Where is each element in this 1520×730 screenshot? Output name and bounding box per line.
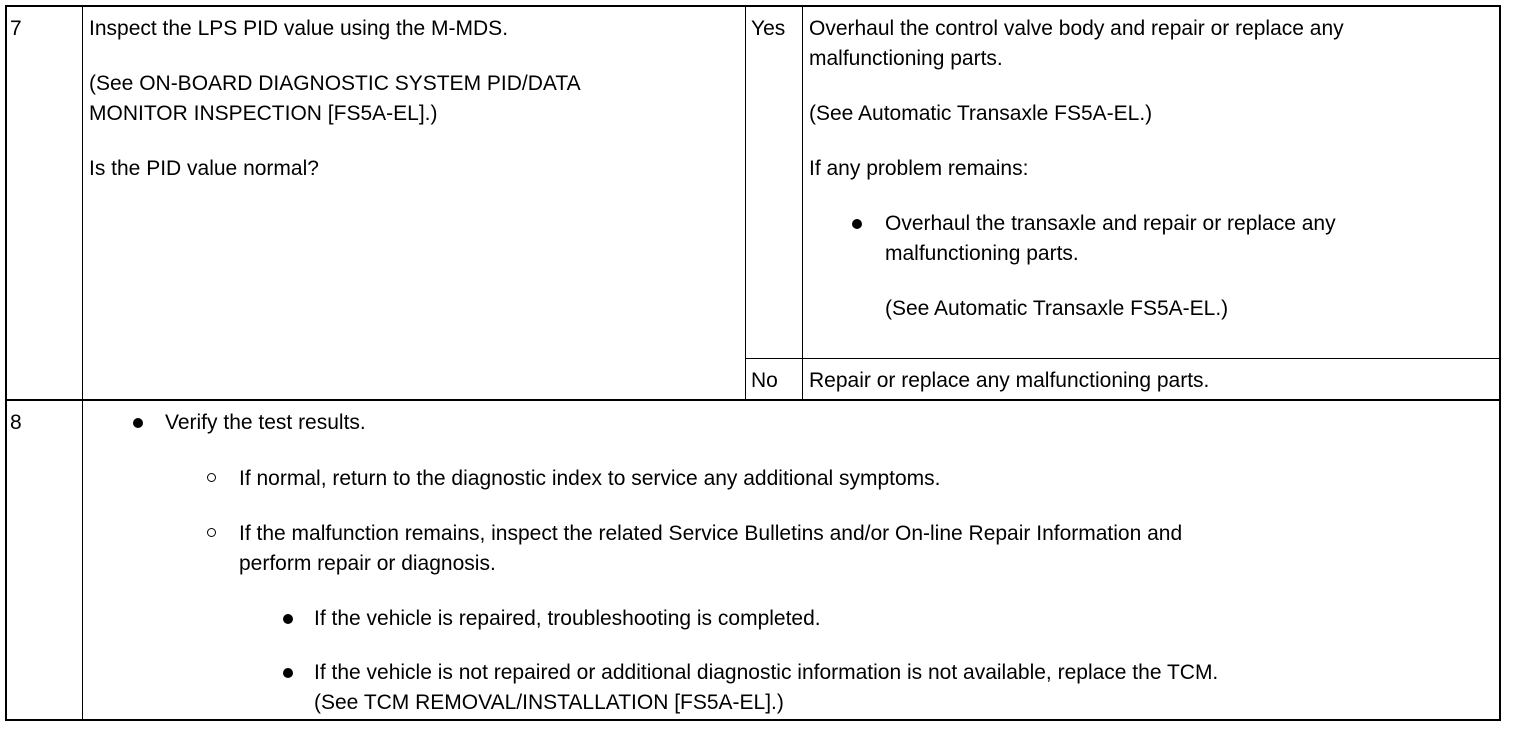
yes-action-reference: (See Automatic Transaxle FS5A-EL.) xyxy=(809,102,1153,125)
yes-action-line2: malfunctioning parts. xyxy=(809,47,1003,70)
bullet-icon xyxy=(283,668,293,678)
bullet-icon xyxy=(133,418,143,428)
step8-subsub-bullet-2-line1: If the vehicle is not repaired or additional diagnostic information is not available, replace the TCM. xyxy=(314,661,1219,684)
step8-sub-bullet-1: If normal, return to the diagnostic index to service any additional symptoms. xyxy=(239,467,941,490)
step8-sub-bullet-2-line1: If the malfunction remains, inspect the related Service Bulletins and/or On-line Repair Information and xyxy=(239,522,1183,545)
yes-bullet-line1: Overhaul the transaxle and repair or replace any xyxy=(885,212,1336,235)
circle-bullet-icon xyxy=(207,528,216,537)
step7-see-reference: (See ON-BOARD DIAGNOSTIC SYSTEM PID/DATA xyxy=(89,72,581,95)
bullet-icon xyxy=(283,614,293,624)
step7-question-normal: Is the PID value normal? xyxy=(89,157,319,180)
step8-subsub-bullet-2-reference: (See TCM REMOVAL/INSTALLATION [FS5A-EL].) xyxy=(314,691,784,714)
col-divider-answer xyxy=(745,6,746,400)
yes-bullet-reference: (See Automatic Transaxle FS5A-EL.) xyxy=(885,297,1229,320)
bullet-icon xyxy=(852,219,862,229)
step-number-7: 7 xyxy=(10,17,22,40)
step7-see-reference-cont: MONITOR INSPECTION [FS5A-EL].) xyxy=(89,102,438,125)
col-divider-step xyxy=(82,6,83,720)
row-divider-yes-no xyxy=(745,358,1501,359)
answer-yes-label: Yes xyxy=(751,17,786,40)
col-divider-action xyxy=(802,6,803,400)
step8-subsub-bullet-1: If the vehicle is repaired, troubleshooting is completed. xyxy=(314,607,821,630)
yes-bullet-line2: malfunctioning parts. xyxy=(885,242,1079,265)
answer-no-label: No xyxy=(751,369,778,392)
no-action: Repair or replace any malfunctioning parts. xyxy=(809,369,1210,392)
step7-question: Inspect the LPS PID value using the M-MDS. xyxy=(89,17,509,40)
step8-main-bullet: Verify the test results. xyxy=(165,411,366,434)
step-number-8: 8 xyxy=(10,411,22,434)
circle-bullet-icon xyxy=(207,473,216,482)
yes-action-if-remains: If any problem remains: xyxy=(809,157,1029,180)
yes-action-line1: Overhaul the control valve body and repair or replace any xyxy=(809,17,1344,40)
row-divider-step8 xyxy=(6,399,1501,401)
step8-sub-bullet-2-line2: perform repair or diagnosis. xyxy=(239,552,496,575)
